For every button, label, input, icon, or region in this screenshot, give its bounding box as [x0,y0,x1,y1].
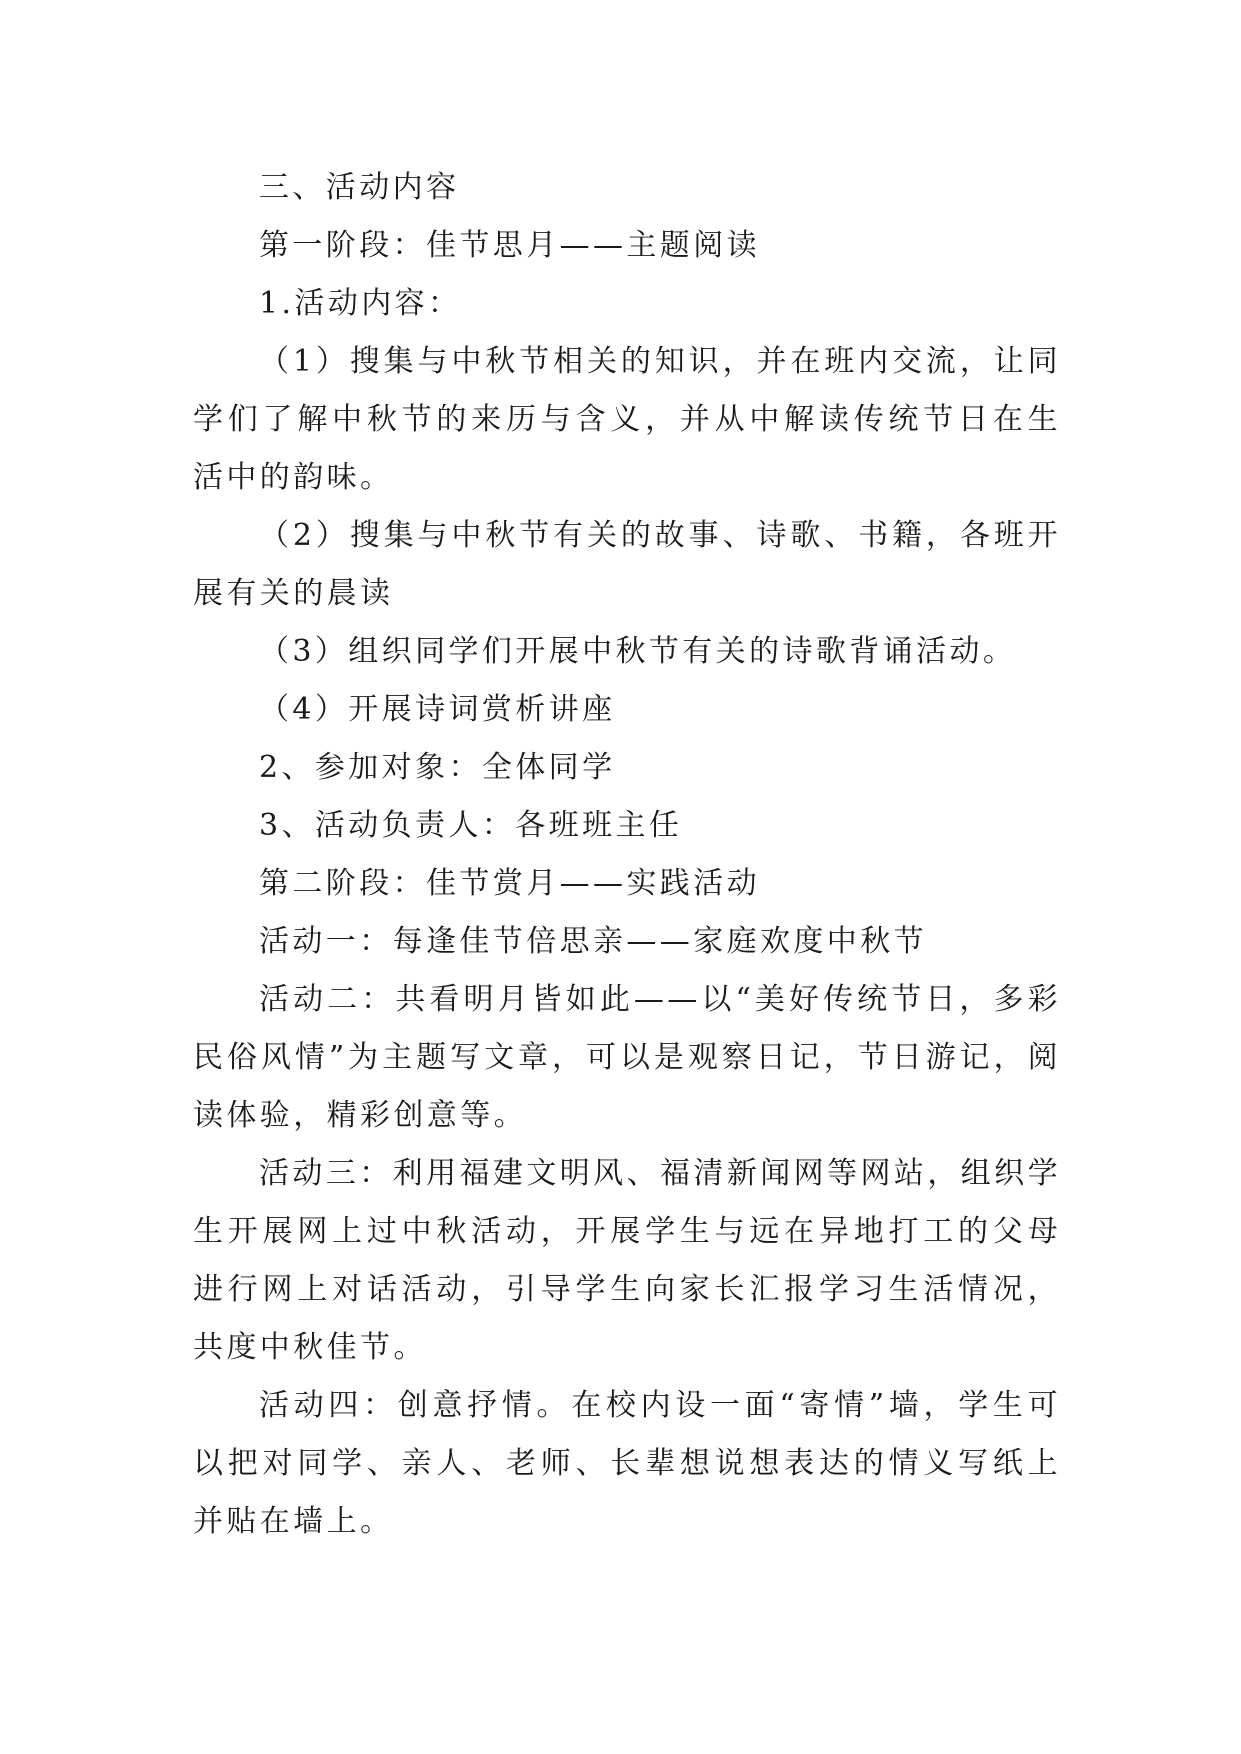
item-2: （2）搜集与中秋节有关的故事、诗歌、书籍，各班开展有关的晨读 [193,518,1061,611]
stage-one-heading: 第一阶段：佳节思月——主题阅读 [259,228,760,263]
item-1: （1）搜集与中秋节相关的知识，并在班内交流，让同学们了解中秋节的来历与含义，并从中解读传统节日在生活中的韵味。 [193,344,1061,495]
participants: 2、参加对象：全体同学 [259,750,616,785]
person-in-charge: 3、活动负责人：各班班主任 [259,808,683,843]
document-body [193,159,1061,1551]
activity-two: 活动二：共看明月皆如此——以“美好传统节日，多彩民俗风情”为主题写文章，可以是观察日记，节日游记，阅读体验，精彩创意等。 [193,982,1061,1133]
activity-four: 活动四：创意抒情。在校内设一面“寄情”墙，学生可以把对同学、亲人、老师、长辈想说想表达的情义写纸上并贴在墙上。 [193,1388,1061,1539]
activity-one: 活动一：每逢佳节倍思亲——家庭欢度中秋节 [259,924,927,959]
activity-three: 活动三：利用福建文明风、福清新闻网等网站，组织学生开展网上过中秋活动，开展学生与远在异地打工的父母进行网上对话活动，引导学生向家长汇报学习生活情况，共度中秋佳节。 [193,1156,1061,1365]
item-4: （4）开展诗词赏析讲座 [259,692,616,727]
section-heading: 三、活动内容 [259,170,460,205]
item-3: （3）组织同学们开展中秋节有关的诗歌背诵活动。 [259,634,1017,669]
stage-two-heading: 第二阶段：佳节赏月——实践活动 [259,866,760,901]
activity-content-label: 1.活动内容： [259,286,462,321]
